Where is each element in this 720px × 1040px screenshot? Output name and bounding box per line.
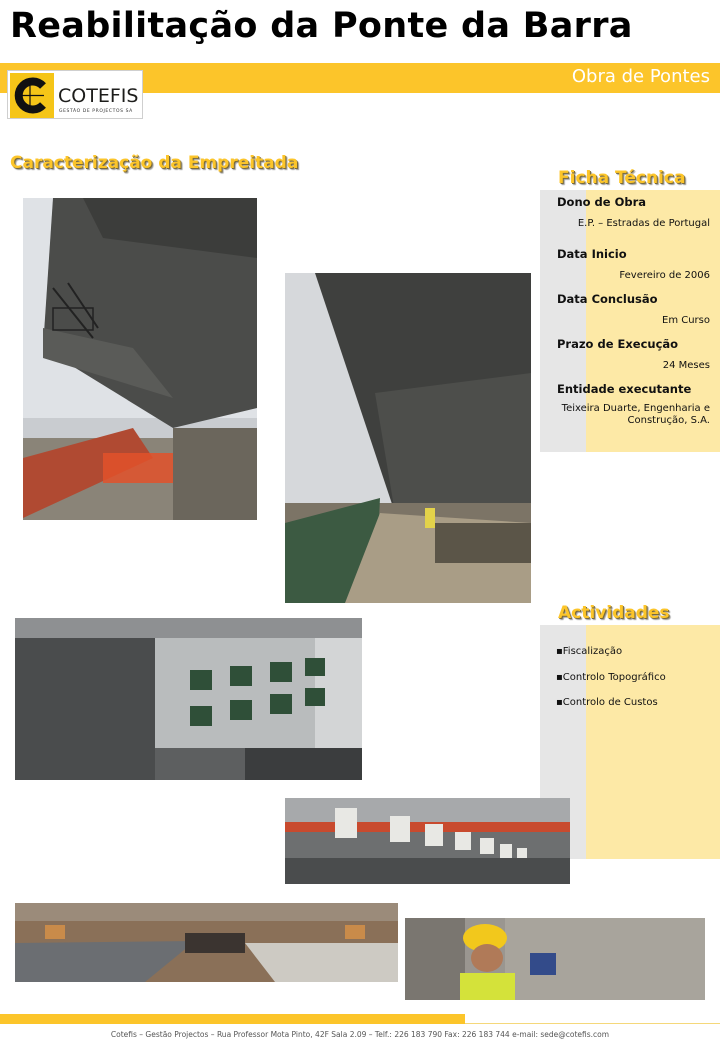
cotefis-logo [7, 70, 143, 119]
photo-jacks [285, 798, 570, 884]
photo-bearing-blocks [15, 618, 362, 780]
ficha-value: Fevereiro de 2006 [619, 270, 710, 281]
actividade-item: ▪Controlo Topográfico [556, 672, 666, 683]
ficha-row-dono [557, 195, 710, 229]
ficha-label: Prazo de Execução [557, 337, 679, 351]
actividades-panel-yellow [586, 625, 720, 859]
photo-deck-perspective [285, 273, 531, 603]
header-subtitle: Obra de Pontes [571, 66, 710, 87]
ficha-label: Data Inicio [557, 247, 627, 261]
ficha-label: Data Conclusão [557, 292, 658, 306]
footer-band [0, 1014, 465, 1024]
ficha-value: Teixeira Duarte, Engenharia e Construção, S.A. [561, 403, 710, 426]
ficha-row-prazo [557, 337, 710, 371]
section-heading: Caracterização da Empreitada [10, 153, 299, 173]
ficha-row-entidade [557, 382, 710, 427]
ficha-value: 24 Meses [662, 360, 710, 371]
actividades-title: Actividades [558, 603, 670, 623]
actividade-item: ▪Controlo de Custos [556, 697, 658, 708]
footer-contact: Cotefis – Gestão Projectos – Rua Professor Mota Pinto, 42F Sala 2.09 – Telf.: 226 183 790 Fax: 226 183 744 e-mail: sede@cotefis.com [110, 1030, 610, 1039]
photo-deck-underside [23, 198, 257, 520]
footer-line [465, 1023, 720, 1024]
ficha-value: Em Curso [662, 315, 710, 326]
actividade-item: ▪Fiscalização [556, 646, 623, 657]
photo-worker [405, 918, 705, 1000]
logo-tagline: GESTÃO DE PROJECTOS SA [59, 109, 133, 114]
logo-mark-icon [10, 73, 54, 118]
logo-wordmark: COTEFIS [58, 85, 139, 107]
ficha-value: E.P. – Estradas de Portugal [577, 218, 710, 229]
ficha-label: Dono de Obra [557, 195, 647, 209]
ficha-row-data-conclusao [557, 292, 710, 326]
ficha-label: Entidade executante [557, 382, 692, 396]
photo-interior-beams [15, 903, 398, 982]
ficha-row-data-inicio [557, 247, 710, 281]
page-title: Reabilitação da Ponte da Barra [10, 6, 633, 46]
ficha-title: Ficha Técnica [558, 168, 686, 188]
